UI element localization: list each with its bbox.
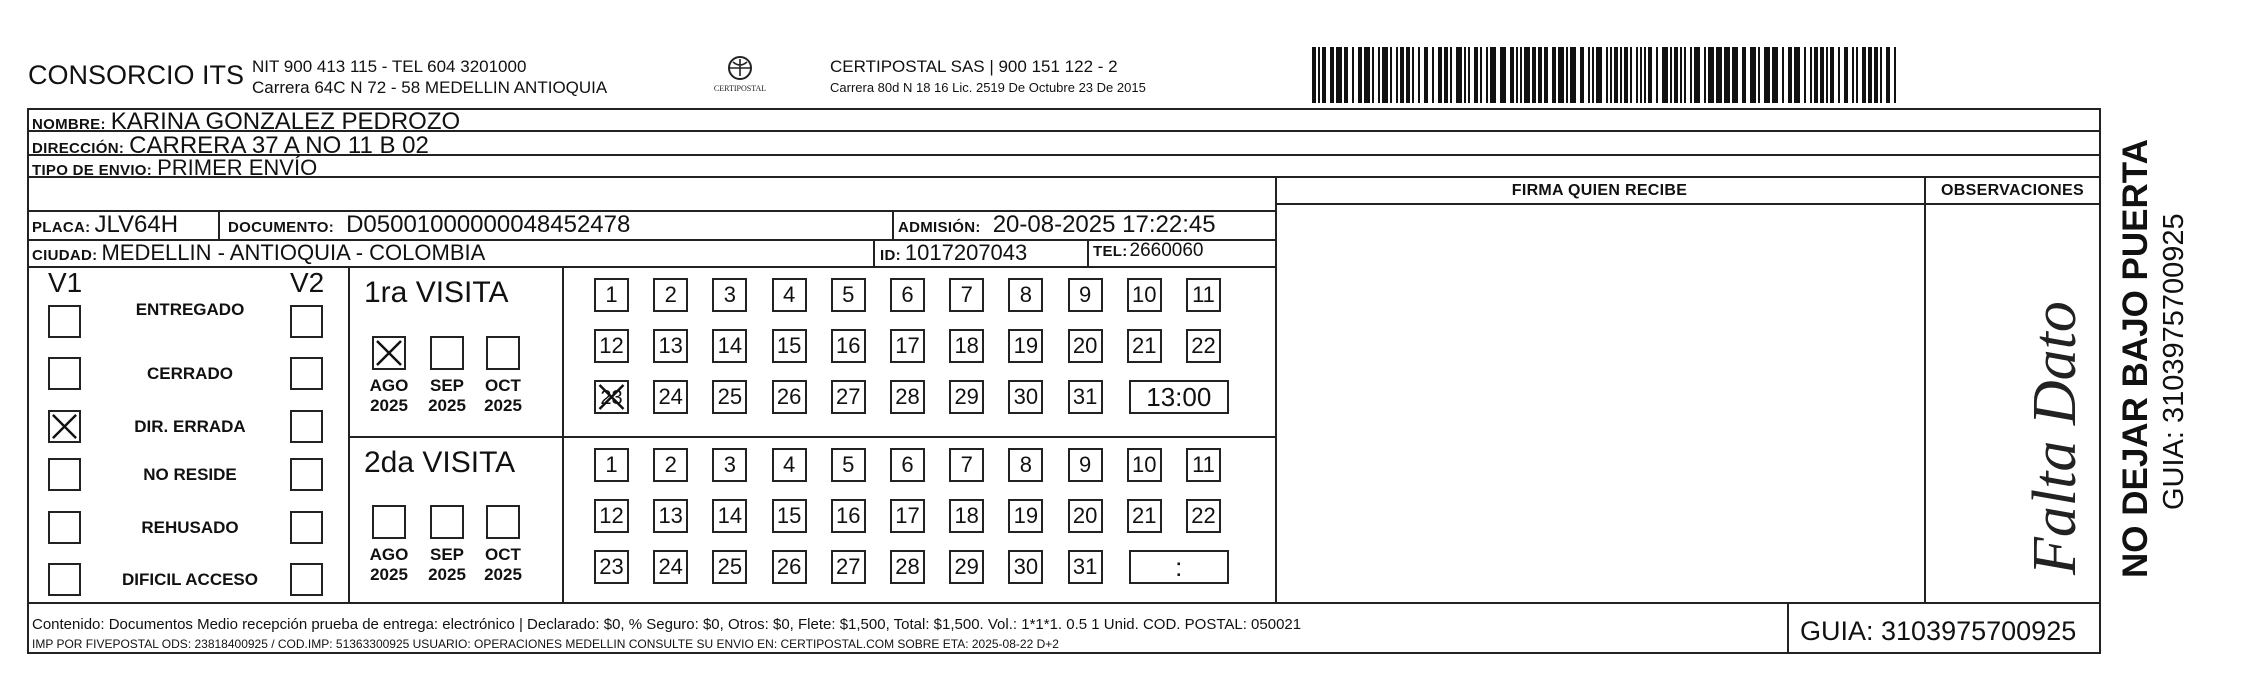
- month-year: 2025: [428, 396, 466, 415]
- day-box[interactable]: 14: [712, 329, 747, 363]
- placa-value: JLV64H: [94, 211, 179, 238]
- certipostal-name: CERTIPOSTAL SAS | 900 151 122 - 2: [830, 57, 1118, 76]
- day-box[interactable]: 9: [1068, 278, 1103, 312]
- day-box[interactable]: 15: [772, 329, 807, 363]
- day-number: 23: [600, 387, 623, 409]
- month-name: AGO: [369, 545, 409, 564]
- v2-checkbox[interactable]: [290, 410, 323, 443]
- first-month-checkbox[interactable]: [430, 336, 464, 370]
- day-box[interactable]: 12: [594, 499, 629, 533]
- company-nit: NIT 900 413 115 - TEL 604 3201000: [252, 57, 527, 76]
- v1-checkbox[interactable]: [48, 458, 81, 491]
- v2-checkbox[interactable]: [290, 563, 323, 596]
- day-box[interactable]: 12: [594, 329, 629, 363]
- month-year: 2025: [428, 565, 466, 584]
- day-box[interactable]: 30: [1008, 550, 1043, 584]
- status-label: CERRADO: [147, 364, 233, 383]
- v2-checkbox[interactable]: [290, 305, 323, 338]
- v2-label: V2: [290, 267, 325, 298]
- day-box[interactable]: 3: [712, 278, 747, 312]
- v1-checkbox[interactable]: [48, 563, 81, 596]
- day-box[interactable]: 27: [831, 550, 866, 584]
- day-box[interactable]: 13: [653, 499, 688, 533]
- day-box[interactable]: 19: [1008, 329, 1043, 363]
- day-box[interactable]: 26: [772, 550, 807, 584]
- logo-text: CERTIPOSTAL: [713, 84, 767, 93]
- day-box[interactable]: 18: [949, 499, 984, 533]
- documento-label: DOCUMENTO:: [228, 219, 335, 236]
- side-guia: GUIA: 3103975700925: [2158, 213, 2190, 510]
- day-box[interactable]: 24: [653, 550, 688, 584]
- admision-row: [898, 211, 1216, 239]
- v1-checkbox[interactable]: [48, 410, 81, 443]
- day-box[interactable]: 7: [949, 278, 984, 312]
- day-box[interactable]: 5: [831, 448, 866, 482]
- day-box[interactable]: 30: [1008, 380, 1043, 414]
- day-box[interactable]: 19: [1008, 499, 1043, 533]
- day-box[interactable]: 21: [1127, 329, 1162, 363]
- day-box[interactable]: 28: [890, 550, 925, 584]
- day-box[interactable]: 16: [831, 329, 866, 363]
- status-label: NO RESIDE: [143, 465, 237, 484]
- side-warning: NO DEJAR BAJO PUERTA: [2116, 139, 2155, 578]
- admision-label: ADMISIÓN:: [898, 219, 981, 236]
- handwritten-signature: [2000, 275, 2110, 595]
- day-box[interactable]: 31: [1068, 550, 1103, 584]
- day-box[interactable]: 21: [1127, 499, 1162, 533]
- v2-checkbox[interactable]: [290, 357, 323, 390]
- placa-row: [32, 211, 178, 239]
- day-box[interactable]: 2: [653, 448, 688, 482]
- tel-row: [1093, 240, 1204, 262]
- v1-checkbox[interactable]: [48, 511, 81, 544]
- month-name: SEP: [429, 545, 465, 564]
- day-box[interactable]: 17: [890, 329, 925, 363]
- company-address: Carrera 64C N 72 - 58 MEDELLIN ANTIOQUIA: [252, 78, 608, 97]
- day-box[interactable]: 22: [1186, 499, 1221, 533]
- direccion-value: CARRERA 37 A NO 11 B 02: [129, 132, 429, 159]
- day-box[interactable]: 8: [1008, 278, 1043, 312]
- day-box[interactable]: 10: [1127, 448, 1162, 482]
- day-box[interactable]: 16: [831, 499, 866, 533]
- v2-checkbox[interactable]: [290, 458, 323, 491]
- company-name: CONSORCIO ITS: [28, 60, 245, 90]
- status-label: ENTREGADO: [135, 300, 245, 319]
- second-month-checkbox[interactable]: [486, 505, 520, 539]
- status-label: REHUSADO: [141, 518, 239, 537]
- day-box[interactable]: 24: [653, 380, 688, 414]
- month-year: 2025: [484, 396, 522, 415]
- certipostal-address: Carrera 80d N 18 16 Lic. 2519 De Octubre 23 De 2015: [830, 80, 1146, 95]
- footer-guia: GUIA: 3103975700925: [1800, 616, 2077, 646]
- tipo-envio-label: TIPO DE ENVIO:: [32, 162, 153, 179]
- signature-text: Falta Dato: [2021, 301, 2089, 575]
- day-box[interactable]: 1: [594, 448, 629, 482]
- nombre-label: NOMBRE:: [32, 116, 106, 133]
- id-value: 1017207043: [904, 240, 1028, 265]
- tipo-envio-row: [32, 155, 317, 181]
- tel-value: 2660060: [1129, 240, 1204, 261]
- time-field[interactable]: :: [1129, 550, 1229, 584]
- day-box[interactable]: 6: [890, 278, 925, 312]
- day-box[interactable]: 11: [1186, 278, 1221, 312]
- day-box[interactable]: 1: [594, 278, 629, 312]
- day-box[interactable]: 17: [890, 499, 925, 533]
- v2-checkbox[interactable]: [290, 511, 323, 544]
- day-box[interactable]: 6: [890, 448, 925, 482]
- day-box[interactable]: 13: [653, 329, 688, 363]
- certipostal-logo: [708, 54, 772, 98]
- tel-label: TEL:: [1093, 243, 1128, 260]
- contenido-text: Contenido: Documentos Medio recepción prueba de entrega: electrónico | Declarado: $0, % Seguro: $0, Otros: $0, Flete: $1,500, Total: $1,500. Vol.: 1*1*1. 0.5 1 Unid. COD. POSTAL: 050021: [32, 616, 1302, 633]
- day-box[interactable]: 14: [712, 499, 747, 533]
- ciudad-value: MEDELLIN - ANTIOQUIA - COLOMBIA: [101, 240, 486, 265]
- day-box[interactable]: 27: [831, 380, 866, 414]
- v1-checkbox[interactable]: [48, 305, 81, 338]
- ciudad-label: CIUDAD:: [32, 247, 98, 264]
- v1-checkbox[interactable]: [48, 357, 81, 390]
- v1-label: V1: [48, 267, 83, 298]
- status-label: DIR. ERRADA: [134, 417, 246, 436]
- second-month-checkbox[interactable]: [430, 505, 464, 539]
- day-box[interactable]: 22: [1186, 329, 1221, 363]
- day-box[interactable]: 20: [1068, 499, 1103, 533]
- day-box[interactable]: 31: [1068, 380, 1103, 414]
- nombre-value: KARINA GONZALEZ PEDROZO: [110, 108, 461, 135]
- placa-label: PLACA:: [32, 219, 91, 236]
- day-box[interactable]: 7: [949, 448, 984, 482]
- second-month-checkbox[interactable]: [372, 505, 406, 539]
- month-year: 2025: [370, 396, 408, 415]
- day-box[interactable]: 25: [712, 380, 747, 414]
- nombre-row: [32, 108, 461, 135]
- tipo-envio-value: PRIMER ENVÍO: [157, 155, 318, 180]
- day-box[interactable]: [594, 380, 629, 414]
- second-visit-title: 2da VISITA: [364, 446, 516, 479]
- day-box[interactable]: 18: [949, 329, 984, 363]
- month-name: AGO: [369, 376, 409, 395]
- day-box[interactable]: 4: [772, 448, 807, 482]
- day-box[interactable]: 15: [772, 499, 807, 533]
- day-box[interactable]: 3: [712, 448, 747, 482]
- barcode: [1310, 47, 1900, 103]
- id-label: ID:: [880, 247, 901, 264]
- month-name: SEP: [429, 376, 465, 395]
- day-box[interactable]: 28: [890, 380, 925, 414]
- month-year: 2025: [370, 565, 408, 584]
- time-field[interactable]: 13:00: [1129, 380, 1229, 414]
- day-box[interactable]: 5: [831, 278, 866, 312]
- day-box[interactable]: 23: [594, 550, 629, 584]
- day-box[interactable]: 9: [1068, 448, 1103, 482]
- day-box[interactable]: 25: [712, 550, 747, 584]
- ciudad-row: [32, 240, 485, 266]
- imp-text: IMP POR FIVEPOSTAL ODS: 23818400925 / COD.IMP: 51363300925 USUARIO: OPERACIONES MEDELLIN CONSULTE SU ENVIO EN: CERTIPOSTAL.COM SOBRE ETA: 2025-08-22 D+2: [32, 637, 1059, 651]
- day-box[interactable]: 29: [949, 550, 984, 584]
- day-box[interactable]: 29: [949, 380, 984, 414]
- documento-value: D05001000000048452478: [346, 211, 631, 238]
- month-name: OCT: [485, 376, 521, 395]
- admision-value: 20-08-2025 17:22:45: [992, 211, 1216, 238]
- first-month-checkbox[interactable]: [372, 336, 406, 370]
- day-box[interactable]: 11: [1186, 448, 1221, 482]
- firma-header: FIRMA QUIEN RECIBE: [1511, 182, 1688, 199]
- documento-row: [228, 211, 630, 239]
- status-label: DIFICIL ACCESO: [121, 570, 258, 589]
- first-month-checkbox[interactable]: [486, 336, 520, 370]
- first-visit-title: 1ra VISITA: [364, 276, 509, 309]
- id-row: [880, 240, 1027, 266]
- day-box[interactable]: 4: [772, 278, 807, 312]
- day-box[interactable]: 2: [653, 278, 688, 312]
- direccion-label: DIRECCIÓN:: [32, 140, 125, 157]
- day-box[interactable]: 8: [1008, 448, 1043, 482]
- day-box[interactable]: 10: [1127, 278, 1162, 312]
- side-labels: [2105, 130, 2245, 580]
- observaciones-header: OBSERVACIONES: [1941, 182, 2084, 199]
- day-box[interactable]: 20: [1068, 329, 1103, 363]
- month-name: OCT: [485, 545, 521, 564]
- day-box[interactable]: 26: [772, 380, 807, 414]
- month-year: 2025: [484, 565, 522, 584]
